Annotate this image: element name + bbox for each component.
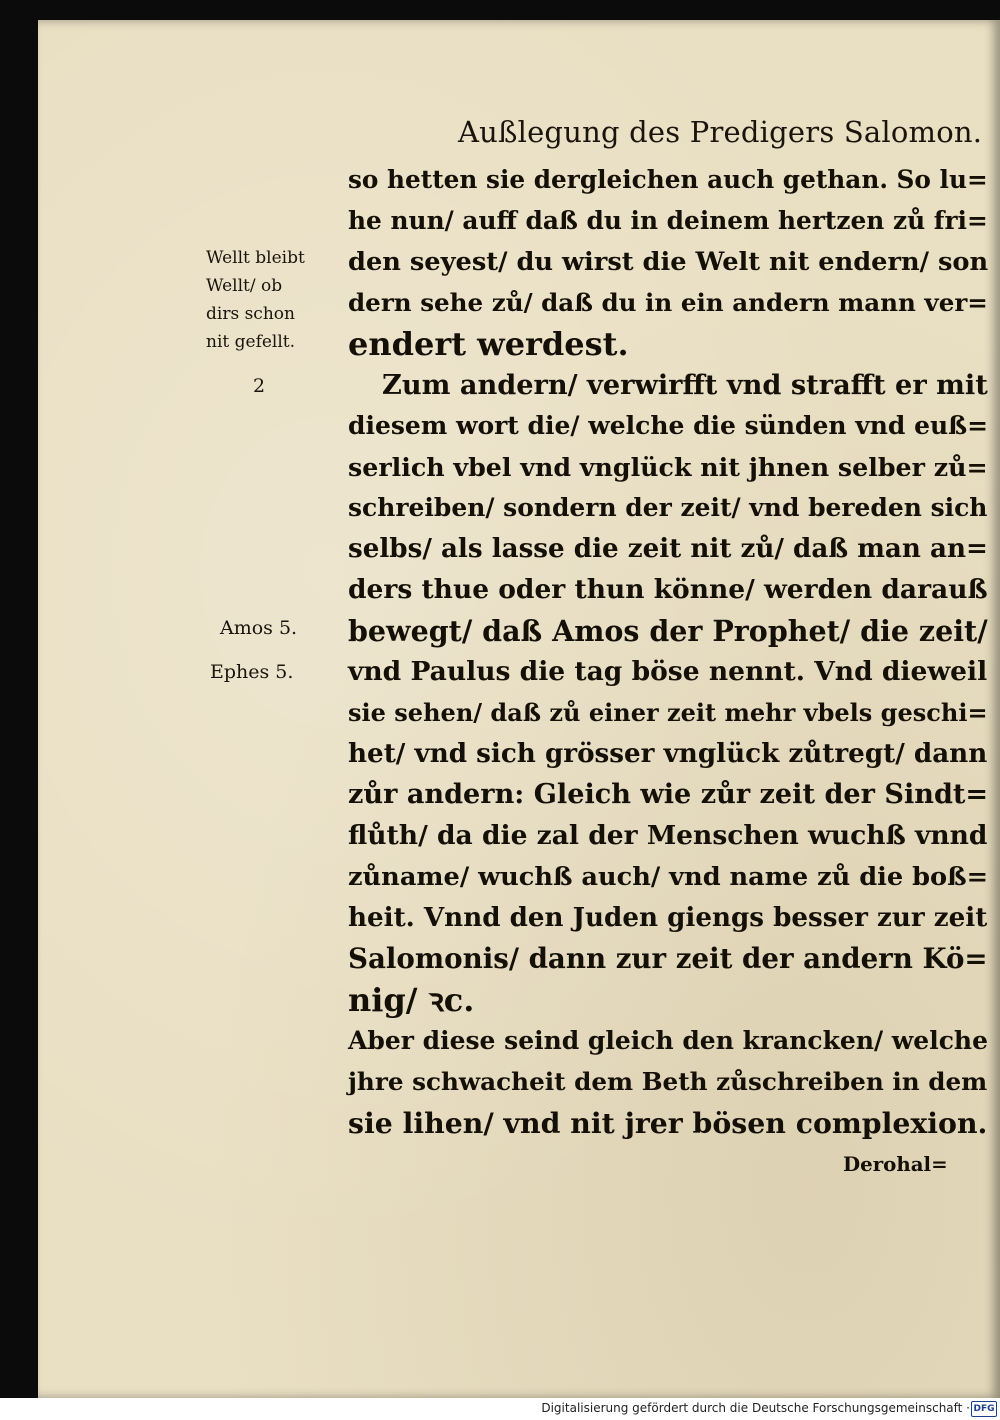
funding-notice: Digitalisierung gefördert durch die Deutsche Forschungsgemeinschaft ·	[541, 1401, 970, 1415]
dfg-logo: DFG	[971, 1401, 997, 1417]
text-line: schreiben/ sondern der zeit/ vnd bereden sich	[348, 493, 988, 522]
text-line: diesem wort die/ welche die sünden vnd euß=	[348, 411, 989, 440]
margin-note: dirs schon	[206, 304, 295, 324]
text-line: jhre schwacheit dem Beth zůschreiben in dem	[348, 1067, 988, 1096]
text-line: flůth/ da die zal der Menschen wuchß vnnd	[348, 820, 988, 851]
margin-number: 2	[253, 375, 266, 397]
text-line: he nun/ auff daß du in deinem hertzen zů fri=	[348, 206, 988, 235]
text-line: bewegt/ daß Amos der Prophet/ die zeit/	[348, 614, 988, 648]
text-line: zůr andern: Gleich wie zůr zeit der Sindt=	[348, 779, 989, 810]
text-line: vnd Paulus die tag böse nennt. Vnd dieweil	[348, 656, 988, 687]
text-line: nig/ ꝛc.	[348, 981, 475, 1019]
book-page	[38, 20, 1000, 1398]
text-line: selbs/ als lasse die zeit nit zů/ daß man an=	[348, 533, 988, 564]
text-line: zůname/ wuchß auch/ vnd name zů die boß=	[348, 862, 989, 892]
text-line: heit. Vnnd den Juden giengs besser zur zeit	[348, 902, 988, 933]
running-head: Außlegung des Predigers Salomon.	[458, 115, 983, 149]
text-line: den seyest/ du wirst die Welt nit endern/ son	[348, 247, 989, 277]
text-line: so hetten sie dergleichen auch gethan. So lu=	[348, 165, 988, 194]
margin-reference: Amos 5.	[220, 617, 298, 639]
text-line: het/ vnd sich grösser vnglück zůtregt/ dann	[348, 738, 988, 769]
text-line: sie sehen/ daß zů einer zeit mehr vbels geschi=	[348, 698, 988, 727]
text-line: Salomonis/ dann zur zeit der andern Kö=	[348, 942, 988, 975]
catchword: Derohal=	[843, 1152, 948, 1176]
text-line: Zum andern/ verwirfft vnd strafft er mit	[382, 369, 988, 401]
text-line: serlich vbel vnd vnglück nit jhnen selber zů=	[348, 452, 988, 482]
margin-note: nit gefellt.	[206, 332, 296, 352]
margin-note: Wellt bleibt	[206, 248, 305, 268]
margin-note: Wellt/ ob	[206, 276, 283, 296]
footer-bar	[0, 1398, 1000, 1420]
text-line: dern sehe zů/ daß du in ein andern mann ver=	[348, 288, 988, 317]
margin-reference: Ephes 5.	[210, 661, 294, 683]
text-line: Aber diese seind gleich den krancken/ welche	[348, 1026, 988, 1055]
text-line: sie lihen/ vnd nit jrer bösen complexion.	[348, 1106, 988, 1140]
text-line: ders thue oder thun könne/ werden darauß	[348, 574, 988, 605]
text-line: endert werdest.	[348, 325, 629, 363]
